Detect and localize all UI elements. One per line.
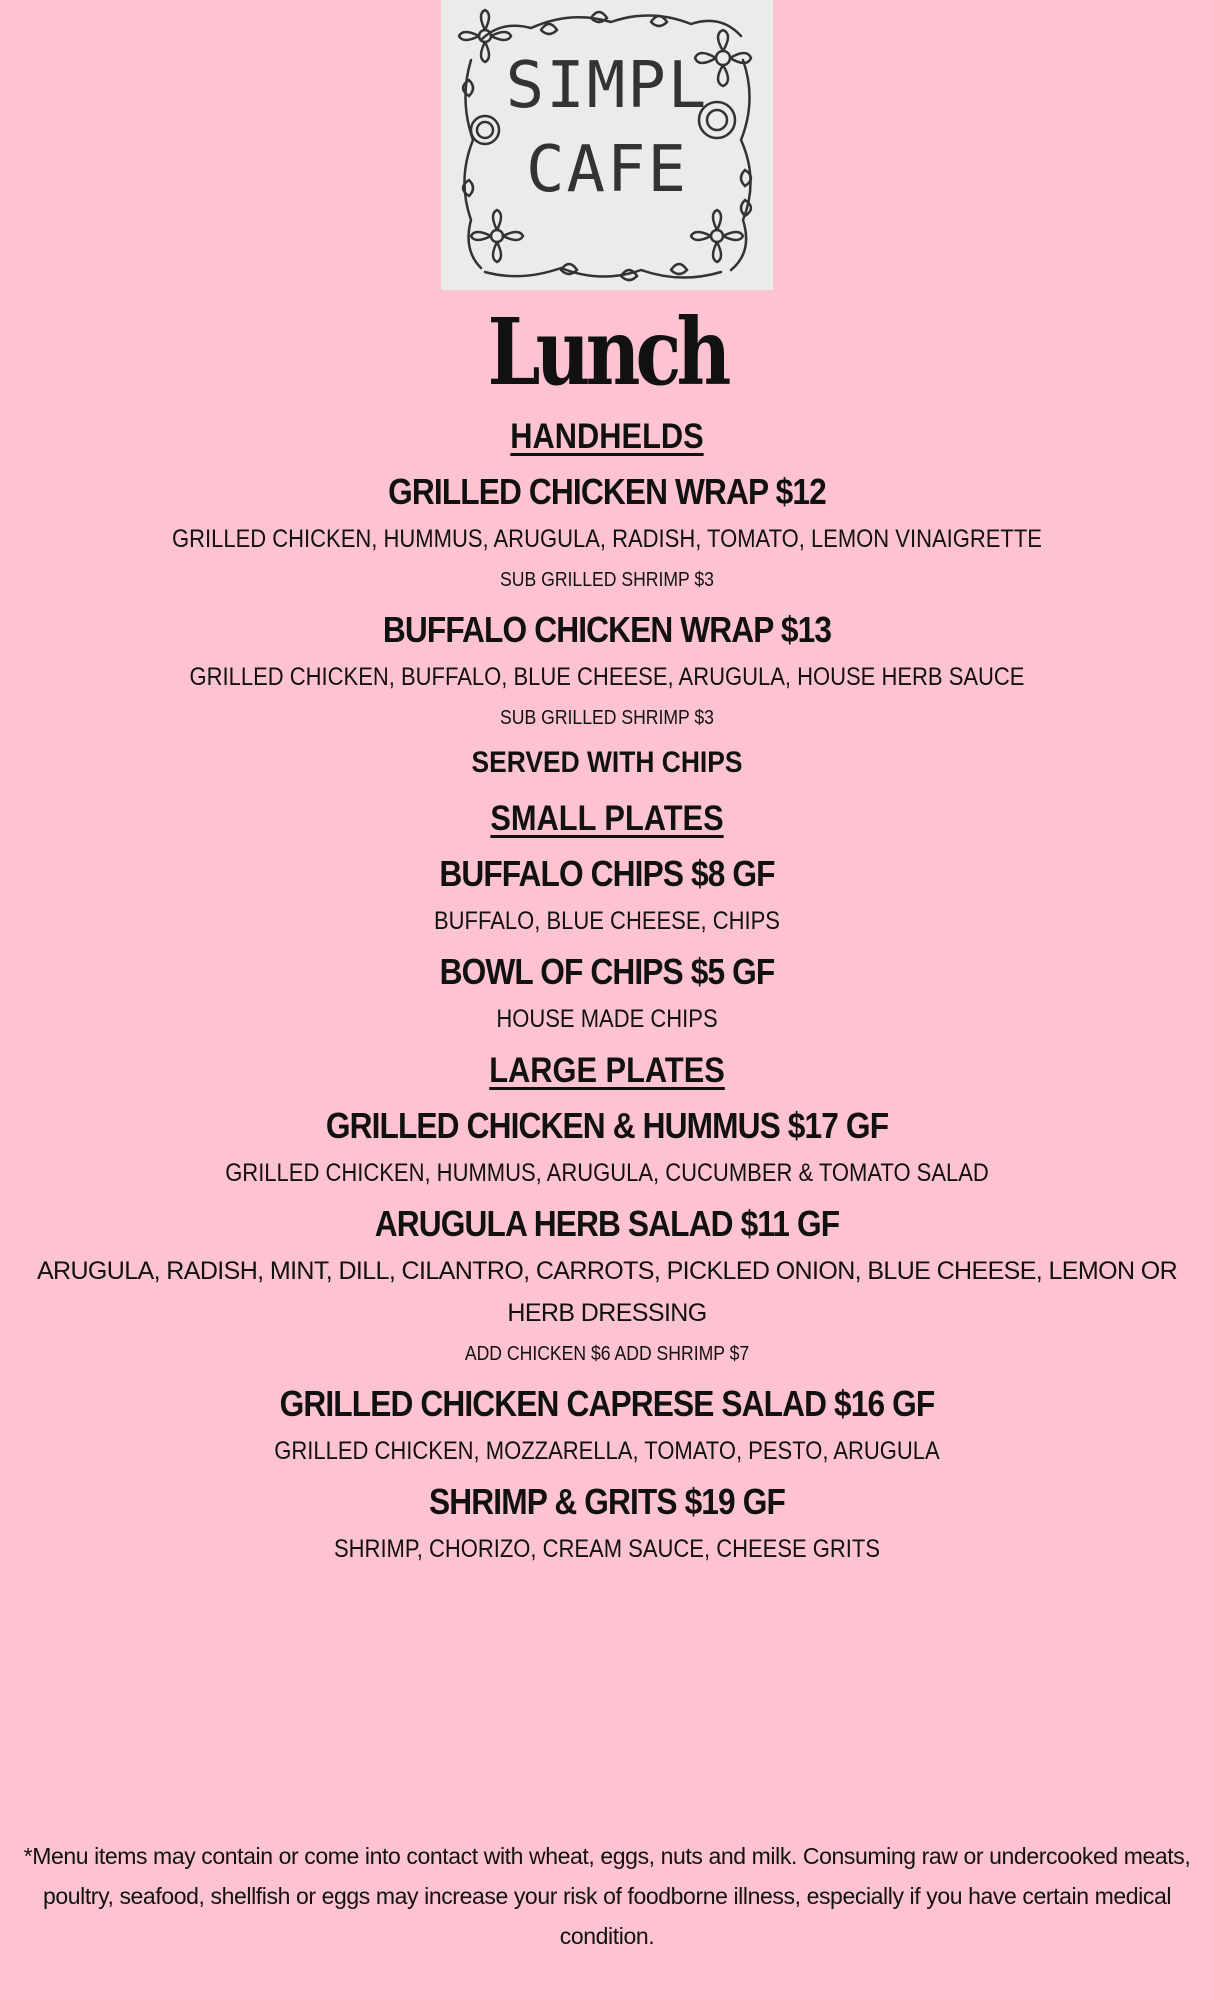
menu-item-name: BUFFALO CHIPS $8 GF (439, 853, 775, 894)
logo-text (441, 44, 773, 212)
menu-item-note: SUB GRILLED SHRIMP $3 (500, 707, 714, 729)
menu-item-description: GRILLED CHICKEN, BUFFALO, BLUE CHEESE, ARUGULA, HOUSE HERB SAUCE (189, 663, 1025, 691)
allergen-disclaimer (0, 1836, 1214, 1956)
disclaimer-text: *Menu items may contain or come into contact with wheat, eggs, nuts and milk. Consuming raw or undercooked meats, poultry, seafood, shellfish or eggs may increase your risk of foodborne illness, especially if you have certain medical condition. (23, 1843, 1191, 1949)
section-heading-handhelds: HANDHELDS (510, 417, 704, 456)
menu-item-description: GRILLED CHICKEN, HUMMUS, ARUGULA, RADISH, TOMATO, LEMON VINAIGRETTE (172, 525, 1042, 553)
menu-item-note: SUB GRILLED SHRIMP $3 (500, 569, 714, 591)
menu-item-name: SHRIMP & GRITS $19 GF (429, 1481, 785, 1522)
section-footer-note: SERVED WITH CHIPS (471, 746, 743, 779)
menu-item-name: GRILLED CHICKEN CAPRESE SALAD $16 GF (279, 1383, 935, 1424)
menu-item-description: GRILLED CHICKEN, HUMMUS, ARUGULA, CUCUMBER & TOMATO SALAD (225, 1159, 989, 1187)
menu-item-name: ARUGULA HERB SALAD $11 GF (374, 1203, 840, 1244)
section-heading-large-plates: LARGE PLATES (489, 1051, 725, 1090)
menu-item-description: GRILLED CHICKEN, MOZZARELLA, TOMATO, PESTO, ARUGULA (274, 1437, 940, 1465)
menu-item-description: HOUSE MADE CHIPS (496, 1005, 718, 1033)
menu-title: Lunch (487, 298, 727, 406)
logo-line-1: SIMPL (505, 49, 709, 123)
menu-item-name: GRILLED CHICKEN & HUMMUS $17 GF (325, 1105, 889, 1146)
section-heading-small-plates: SMALL PLATES (490, 799, 724, 838)
cafe-logo (441, 0, 773, 290)
menu-item-name: BOWL OF CHIPS $5 GF (439, 951, 775, 992)
menu-item-description: SHRIMP, CHORIZO, CREAM SAUCE, CHEESE GRITS (333, 1535, 881, 1563)
menu-item-description: ARUGULA, RADISH, MINT, DILL, CILANTRO, CARROTS, PICKLED ONION, BLUE CHEESE, LEMON OR HERB DRESSING (36, 1257, 1178, 1327)
menu-item-note: ADD CHICKEN $6 ADD SHRIMP $7 (464, 1343, 750, 1365)
lunch-menu (0, 296, 1214, 1570)
menu-item-description: BUFFALO, BLUE CHEESE, CHIPS (433, 907, 780, 935)
menu-item-name: GRILLED CHICKEN WRAP $12 (388, 471, 826, 512)
logo-line-2: CAFE (525, 133, 689, 207)
menu-item-name: BUFFALO CHICKEN WRAP $13 (382, 609, 832, 650)
